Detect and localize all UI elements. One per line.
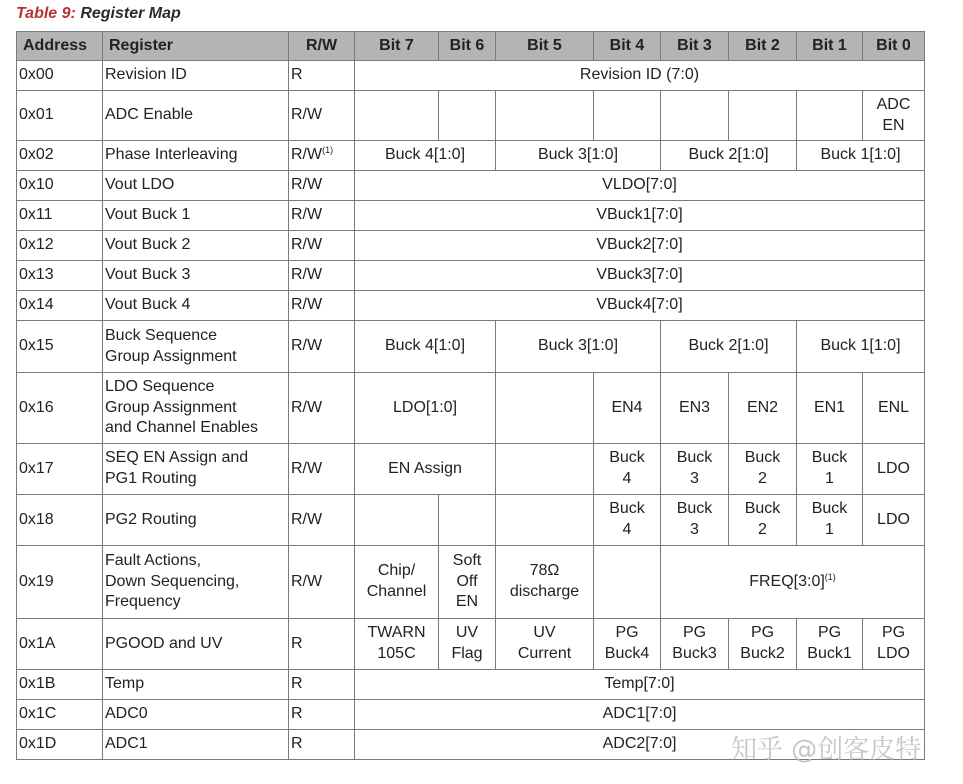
register-name-cell — [103, 61, 289, 91]
table-row — [17, 546, 925, 619]
rw-cell — [289, 546, 355, 619]
register-name-cell — [103, 201, 289, 231]
cell-line: Current — [517, 645, 572, 662]
table-row — [17, 171, 925, 201]
cell-line: LDO[1:0] — [392, 398, 458, 416]
reserved-bit-cell — [594, 546, 661, 619]
reserved-bit-cell — [496, 373, 594, 444]
rw-cell — [289, 373, 355, 444]
cell-line: VBuck3[7:0] — [596, 266, 683, 284]
table-row — [17, 321, 925, 373]
bit-field-cell — [863, 373, 925, 444]
cell-line: Buck2 — [740, 645, 785, 662]
header-register: Register — [103, 32, 289, 61]
cell-line: Buck — [811, 449, 848, 467]
bit-field-cell — [496, 321, 661, 373]
reserved-bit-cell — [594, 91, 661, 141]
cell-line: discharge — [509, 583, 580, 600]
register-name-cell — [103, 141, 289, 171]
cell-line: PG — [881, 624, 906, 642]
address-cell: 0x1C — [17, 700, 103, 730]
header-row — [17, 32, 925, 61]
rw-value: R — [291, 675, 303, 693]
bit-field-cell — [496, 141, 661, 171]
bit-field-cell — [863, 91, 925, 141]
bit-field-cell — [797, 495, 863, 546]
header-bit0: Bit 0 — [863, 32, 925, 61]
cell-line: Vout Buck 2 — [105, 236, 191, 254]
cell-line: Buck — [676, 449, 713, 467]
address-cell: 0x1D — [17, 730, 103, 760]
cell-line: 1 — [825, 470, 834, 487]
bit-field-cell — [661, 444, 729, 495]
cell-line: LDO — [877, 510, 910, 528]
cell-line: EN — [455, 593, 479, 611]
rw-cell — [289, 730, 355, 760]
cell-line: 4 — [622, 470, 632, 487]
cell-line: Buck 2[1:0] — [688, 146, 769, 164]
cell-line: Off — [456, 572, 478, 590]
cell-line: Vout Buck 1 — [105, 206, 191, 224]
rw-value: R/W — [291, 510, 323, 528]
bit-field-cell — [863, 619, 925, 670]
cell-line: VLDO[7:0] — [602, 176, 677, 194]
header-bit2: Bit 2 — [729, 32, 797, 61]
address-cell: 0x14 — [17, 291, 103, 321]
cell-line: ADC — [876, 95, 911, 113]
reserved-bit-cell — [439, 91, 496, 141]
cell-line: ADC1[7:0] — [602, 705, 677, 723]
cell-line: UV — [533, 624, 556, 642]
cell-line: Phase Interleaving — [105, 146, 238, 164]
rw-value: R — [291, 634, 303, 652]
bit-field-cell — [661, 141, 797, 171]
bit-field-cell — [355, 261, 925, 291]
rw-value: R/W — [291, 146, 323, 164]
rw-value: R — [291, 735, 303, 753]
cell-line: Vout LDO — [105, 176, 175, 194]
cell-line: Buck — [744, 449, 781, 467]
header-address: Address — [17, 32, 103, 61]
reserved-bit-cell — [661, 91, 729, 141]
rw-cell — [289, 91, 355, 141]
header-rw: R/W — [289, 32, 355, 61]
table-row — [17, 141, 925, 171]
header-bit7: Bit 7 — [355, 32, 439, 61]
cell-line: ENL — [877, 398, 910, 416]
cell-line: LDO — [877, 645, 910, 662]
reserved-bit-cell — [439, 495, 496, 546]
footnote-mark: (1) — [824, 571, 836, 582]
cell-line: Buck 4[1:0] — [384, 146, 466, 164]
table-row — [17, 61, 925, 91]
address-cell: 0x01 — [17, 91, 103, 141]
rw-cell — [289, 619, 355, 670]
rw-cell — [289, 171, 355, 201]
bit-field-cell — [355, 373, 496, 444]
rw-value: R/W — [291, 266, 323, 284]
bit-field-cell — [355, 444, 496, 495]
bit-field-cell — [797, 444, 863, 495]
cell-line: ADC Enable — [105, 106, 194, 124]
cell-line: Buck — [609, 449, 645, 467]
cell-line: Vout Buck 4 — [105, 296, 191, 314]
cell-line: EN1 — [813, 398, 846, 416]
table-header — [17, 32, 925, 61]
cell-line: EN2 — [746, 398, 779, 416]
cell-line: and Channel Enables — [105, 419, 259, 437]
table-row — [17, 495, 925, 546]
bit-field-cell — [594, 444, 661, 495]
cell-line: 4 — [622, 521, 632, 538]
bit-field-cell — [496, 546, 594, 619]
address-cell: 0x18 — [17, 495, 103, 546]
cell-line: LDO Sequence — [105, 377, 215, 395]
cell-line: Buck — [609, 500, 645, 518]
cell-line: Buck 1[1:0] — [820, 337, 901, 355]
cell-line: Group Assignment — [105, 398, 237, 416]
register-name-cell — [103, 91, 289, 141]
rw-cell — [289, 670, 355, 700]
cell-line: Buck 2[1:0] — [688, 337, 769, 355]
bit-field-cell — [355, 231, 925, 261]
reserved-bit-cell — [496, 495, 594, 546]
cell-line: EN Assign — [388, 459, 462, 477]
header-bit1: Bit 1 — [797, 32, 863, 61]
cell-line: PG — [682, 624, 707, 642]
cell-line: Revision ID (7:0) — [579, 66, 700, 84]
rw-cell — [289, 495, 355, 546]
address-cell: 0x1B — [17, 670, 103, 700]
table-row — [17, 231, 925, 261]
cell-line: Vout Buck 3 — [105, 266, 191, 284]
table-row — [17, 619, 925, 670]
bit-field-cell — [355, 670, 925, 700]
cell-line: ADC1 — [105, 735, 148, 753]
header-bit5: Bit 5 — [496, 32, 594, 61]
cell-line: Buck4 — [604, 645, 650, 662]
cell-line: FREQ[3:0] — [749, 572, 825, 590]
address-cell: 0x11 — [17, 201, 103, 231]
address-cell: 0x12 — [17, 231, 103, 261]
rw-value: R — [291, 66, 303, 84]
address-cell: 0x00 — [17, 61, 103, 91]
bit-field-cell — [355, 321, 496, 373]
cell-line: Buck — [811, 500, 848, 518]
bit-field-cell — [355, 291, 925, 321]
bit-field-cell — [729, 619, 797, 670]
register-name-cell — [103, 730, 289, 760]
cell-line: Buck 3[1:0] — [537, 146, 619, 164]
rw-value: R/W — [291, 236, 323, 254]
cell-line: 2 — [758, 470, 767, 487]
register-name-cell — [103, 619, 289, 670]
reserved-bit-cell — [355, 91, 439, 141]
table-number: Table 9: — [16, 5, 76, 22]
cell-line: PG1 Routing — [105, 470, 197, 487]
cell-line: PG — [817, 624, 842, 642]
cell-line: Channel — [366, 583, 427, 600]
address-cell: 0x13 — [17, 261, 103, 291]
rw-cell — [289, 61, 355, 91]
rw-value: R/W — [291, 106, 323, 124]
cell-line: VBuck4[7:0] — [596, 296, 683, 314]
cell-line: Fault Actions, — [105, 551, 202, 569]
cell-line: ADC2[7:0] — [602, 735, 677, 753]
rw-cell — [289, 700, 355, 730]
address-cell: 0x10 — [17, 171, 103, 201]
bit-field-cell — [355, 700, 925, 730]
header-bit4: Bit 4 — [594, 32, 661, 61]
reserved-bit-cell — [797, 91, 863, 141]
bit-field-cell — [661, 619, 729, 670]
cell-line: Flag — [451, 645, 483, 662]
bit-field-cell — [729, 373, 797, 444]
cell-line: Buck 4[1:0] — [384, 337, 466, 355]
table-caption — [16, 5, 181, 23]
reserved-bit-cell — [496, 444, 594, 495]
cell-line: 78Ω — [529, 562, 560, 580]
bit-field-cell — [661, 321, 797, 373]
register-name-cell — [103, 291, 289, 321]
rw-cell — [289, 141, 355, 171]
bit-field-cell — [594, 373, 661, 444]
register-name-cell — [103, 546, 289, 619]
bit-field-cell — [797, 619, 863, 670]
rw-cell — [289, 444, 355, 495]
bit-field-cell — [355, 546, 439, 619]
table-row — [17, 261, 925, 291]
bit-field-cell — [355, 619, 439, 670]
table-row — [17, 444, 925, 495]
register-name-cell — [103, 373, 289, 444]
bit-field-cell — [661, 546, 925, 619]
reserved-bit-cell — [355, 495, 439, 546]
address-cell: 0x17 — [17, 444, 103, 495]
register-name-cell — [103, 231, 289, 261]
cell-line: Soft — [452, 551, 482, 569]
cell-line: UV — [455, 624, 479, 642]
table-row — [17, 700, 925, 730]
cell-line: Buck3 — [672, 645, 717, 662]
register-name-cell — [103, 261, 289, 291]
bit-field-cell — [439, 546, 496, 619]
cell-line: Chip/ — [377, 562, 416, 580]
rw-cell — [289, 201, 355, 231]
rw-cell — [289, 321, 355, 373]
cell-line: 1 — [825, 521, 834, 538]
rw-value: R/W — [291, 176, 323, 194]
cell-line: ADC0 — [105, 705, 148, 723]
cell-line: TWARN — [367, 624, 426, 642]
register-name-cell — [103, 700, 289, 730]
reserved-bit-cell — [496, 91, 594, 141]
table-row — [17, 291, 925, 321]
rw-cell — [289, 261, 355, 291]
bit-field-cell — [661, 373, 729, 444]
cell-line: Temp — [105, 675, 145, 693]
cell-line: Buck 1[1:0] — [820, 146, 901, 164]
bit-field-cell — [729, 444, 797, 495]
cell-line: 3 — [690, 521, 699, 538]
cell-line: PGOOD and UV — [105, 634, 223, 652]
cell-line: Buck — [676, 500, 713, 518]
cell-line: EN4 — [611, 398, 643, 416]
cell-line: 105C — [377, 645, 416, 662]
cell-line: VBuck2[7:0] — [596, 236, 683, 254]
header-bit6: Bit 6 — [439, 32, 496, 61]
rw-cell — [289, 291, 355, 321]
bit-field-cell — [594, 495, 661, 546]
address-cell: 0x19 — [17, 546, 103, 619]
cell-line: Group Assignment — [105, 347, 237, 365]
register-name-cell — [103, 444, 289, 495]
cell-line: EN — [882, 116, 905, 134]
bit-field-cell — [594, 619, 661, 670]
rw-value: R/W — [291, 206, 323, 224]
bit-field-cell — [439, 619, 496, 670]
rw-value: R/W — [291, 337, 323, 355]
cell-line: 3 — [690, 470, 699, 487]
address-cell: 0x02 — [17, 141, 103, 171]
cell-line: Down Sequencing, — [105, 572, 240, 590]
watermark: 知乎 @创客皮特 — [731, 735, 922, 765]
cell-line: Buck Sequence — [105, 326, 218, 344]
header-bit3: Bit 3 — [661, 32, 729, 61]
cell-line: Temp[7:0] — [604, 675, 675, 693]
cell-line: PG — [615, 624, 639, 642]
cell-line: VBuck1[7:0] — [596, 206, 683, 224]
bit-field-cell — [797, 141, 925, 171]
register-map-table — [16, 31, 925, 760]
table-body — [17, 61, 925, 760]
table-title: Register Map — [80, 5, 181, 22]
cell-line: LDO — [877, 459, 910, 477]
cell-line: PG2 Routing — [105, 510, 197, 528]
rw-value: R/W — [291, 398, 323, 416]
cell-line: Buck 3[1:0] — [537, 337, 619, 355]
cell-line: Revision ID — [105, 66, 187, 84]
bit-field-cell — [863, 495, 925, 546]
cell-line: 2 — [758, 521, 767, 538]
rw-value: R/W — [291, 459, 323, 477]
register-name-cell — [103, 495, 289, 546]
cell-line: EN3 — [678, 398, 711, 416]
cell-line: Buck — [744, 500, 781, 518]
register-name-cell — [103, 171, 289, 201]
table-row — [17, 373, 925, 444]
rw-value: R/W — [291, 572, 323, 590]
register-name-cell — [103, 670, 289, 700]
address-cell: 0x16 — [17, 373, 103, 444]
cell-line: Buck1 — [807, 645, 852, 662]
rw-value: R/W — [291, 296, 323, 314]
bit-field-cell — [797, 373, 863, 444]
table-row — [17, 201, 925, 231]
register-name-cell — [103, 321, 289, 373]
rw-cell — [289, 231, 355, 261]
bit-field-cell — [355, 141, 496, 171]
footnote-mark: (1) — [322, 145, 334, 156]
address-cell: 0x15 — [17, 321, 103, 373]
table-row — [17, 91, 925, 141]
bit-field-cell — [355, 201, 925, 231]
bit-field-cell — [355, 61, 925, 91]
bit-field-cell — [729, 495, 797, 546]
reserved-bit-cell — [729, 91, 797, 141]
cell-line: Frequency — [105, 593, 181, 611]
rw-value: R — [291, 705, 303, 723]
bit-field-cell — [496, 619, 594, 670]
table-row — [17, 670, 925, 700]
cell-line: SEQ EN Assign and — [105, 449, 249, 467]
bit-field-cell — [863, 444, 925, 495]
bit-field-cell — [797, 321, 925, 373]
address-cell: 0x1A — [17, 619, 103, 670]
cell-line: PG — [750, 624, 775, 642]
bit-field-cell — [355, 171, 925, 201]
bit-field-cell — [661, 495, 729, 546]
